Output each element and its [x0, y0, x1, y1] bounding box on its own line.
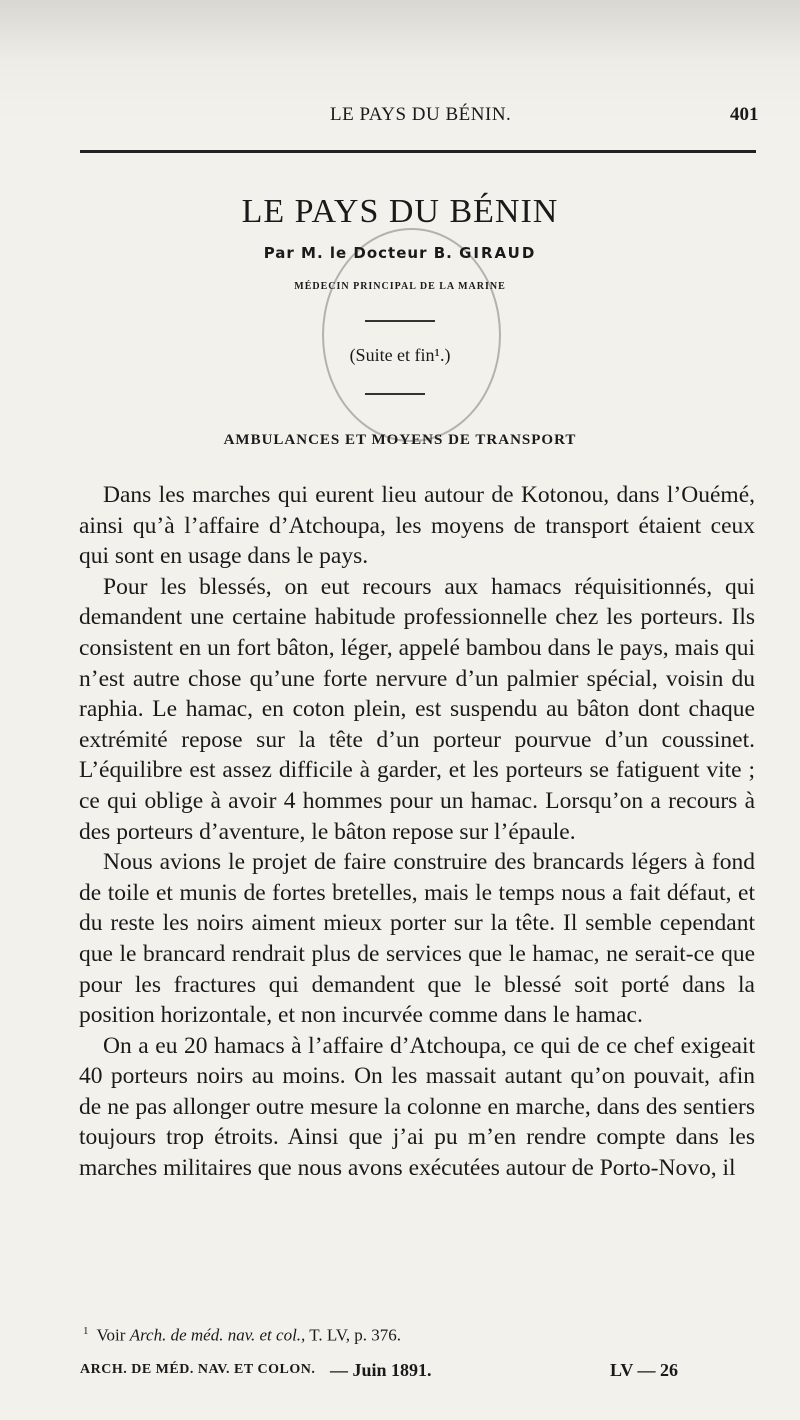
- article-title: LE PAYS DU BÉNIN: [241, 193, 559, 230]
- running-head: [0, 104, 800, 132]
- author-role: MÉDECIN PRINCIPAL DE LA MARINE: [294, 281, 506, 292]
- running-title: LE PAYS DU BÉNIN.: [330, 104, 512, 125]
- footnote-ref: T. LV, p. 376.: [309, 1325, 402, 1345]
- footnote-marker: 1: [83, 1325, 89, 1337]
- continued-note: (Suite et fin¹.): [349, 345, 451, 365]
- paragraph: Nous avions le projet de faire construire des brancards légers à fond de toile et munis de fortes bretelles, mais le temps nous a fait défaut, et du reste les noirs aiment mieux porter sur la tête. Il semble cependant que le brancard rendrait plus de services que le hamac, ne serait-ce que pour les fractures qui demandent que le blessé soit porté dans la position horizontale, et non incurvée comme dans le hamac.: [79, 849, 755, 1029]
- footer-date: — Juin 1891.: [330, 1360, 432, 1380]
- paragraph: Pour les blessés, on eut recours aux hamacs réquisitionnés, qui demandent une certaine habitude professionnelle chez les porteurs. Ils consistent en un fort bâton, léger, appelé bambou dans le pays, mais qui n’est autre chose qu’une forte nervure d’un palmier spécial, voisin du raphia. Le hamac, en coton plein, est suspendu au bâton dont chaque extrémité repose sur la tête d’un porteur pourvue d’un coussinet. L’équilibre est assez difficile à garder, et les porteurs se fatiguent vite ; ce qui oblige à avoir 4 hommes pour un hamac. Lorsqu’on a recours à des porteurs d’aventure, le bâton repose sur l’épaule.: [79, 573, 755, 845]
- footnote-source: Arch. de méd. nav. et col.,: [129, 1325, 306, 1345]
- divider-rule: [365, 393, 425, 395]
- footer-journal: ARCH. DE MÉD. NAV. ET COLON.: [80, 1362, 316, 1377]
- article-body: [79, 480, 755, 1184]
- divider-rule: [365, 320, 435, 322]
- byline: [0, 244, 800, 262]
- footnote: [80, 1325, 756, 1346]
- section-title: AMBULANCES ET MOYENS DE TRANSPORT: [223, 432, 577, 448]
- footnote-prefix: Voir: [96, 1325, 126, 1345]
- page-footer: [80, 1362, 756, 1386]
- paragraph: On a eu 20 hamacs à l’affaire d’Atchoupa, ce qui de ce chef exigeait 40 porteurs noirs au moins. On les massait autant qu’on pouvait, afin de ne pas allonger outre mesure la colonne en marche, dans des sentiers toujours trop étroits. Ainsi que j’ai pu m’en rendre compte dans les marches militaires que nous avons exécutées autour de Porto-Novo, il: [79, 1032, 755, 1182]
- paragraph: Dans les marches qui eurent lieu autour de Kotonou, dans l’Ouémé, ainsi qu’à l’affaire d’Atchoupa, les moyens de transport étaient ceux qui sont en usage dans le pays.: [79, 482, 755, 570]
- footer-signature: LV — 26: [610, 1360, 679, 1380]
- page-number: 401: [730, 104, 759, 125]
- author-name: GIRAUD: [459, 244, 537, 262]
- byline-prefix: Par M. le Docteur B.: [263, 244, 453, 262]
- header-rule: [80, 150, 756, 153]
